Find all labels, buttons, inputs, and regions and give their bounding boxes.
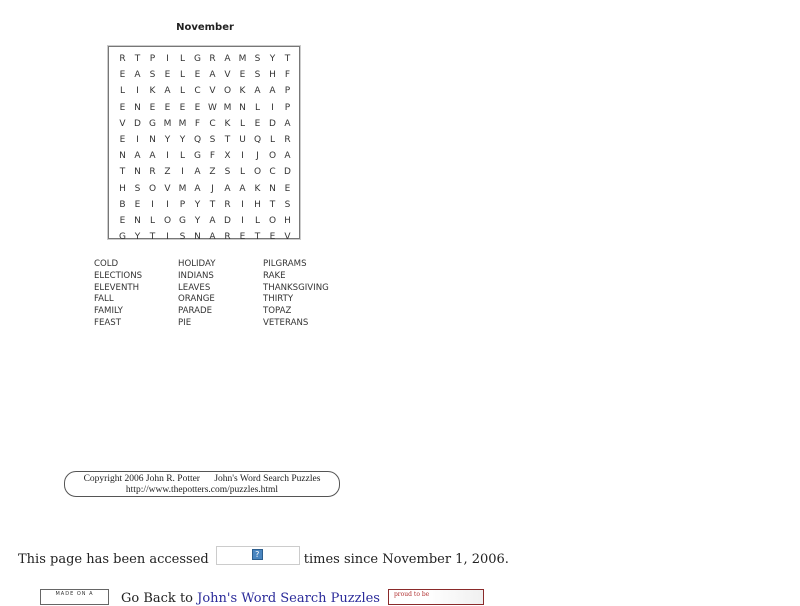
- grid-cell: M: [223, 102, 232, 113]
- grid-cell: A: [284, 118, 291, 129]
- word-list-item: HOLIDAY: [178, 259, 216, 269]
- grid-cell: X: [224, 151, 231, 162]
- grid-cell: L: [254, 102, 260, 113]
- grid-cell: R: [119, 54, 126, 65]
- grid-cell: S: [254, 70, 261, 81]
- word-list-item: FALL: [94, 294, 114, 305]
- grid-cell: E: [269, 232, 276, 243]
- grid-cell: P: [179, 199, 186, 210]
- grid-cell: Y: [269, 54, 276, 65]
- grid-cell: S: [179, 232, 186, 243]
- word-list-item: VETERANS: [263, 317, 309, 328]
- grid-cell: L: [119, 86, 125, 97]
- grid-cell: E: [164, 70, 171, 81]
- grid-row: [115, 148, 295, 164]
- grid-cell: F: [284, 70, 291, 81]
- grid-cell: Q: [253, 135, 262, 146]
- word-list-item: COLD: [94, 259, 119, 269]
- grid-row: [115, 229, 295, 245]
- grid-cell: N: [149, 135, 156, 146]
- grid-cell: I: [166, 151, 169, 162]
- grid-cell: N: [239, 102, 246, 113]
- go-back-prefix: Go Back to: [121, 591, 193, 606]
- word-list-item: PILGRAMS: [263, 259, 307, 269]
- word-list-item: ELEVENTH: [94, 282, 140, 293]
- word-list-item: INDIANS: [178, 270, 214, 281]
- go-back-line: [121, 591, 380, 606]
- grid-cell: A: [209, 70, 216, 81]
- grid-cell: T: [224, 135, 231, 146]
- word-list-item: PARADE: [178, 306, 213, 317]
- grid-cell: I: [241, 151, 244, 162]
- proud-badge-text: proud to be: [393, 591, 430, 598]
- grid-cell: C: [269, 167, 276, 178]
- puzzle-title: November: [176, 22, 234, 33]
- grid-cell: W: [208, 102, 217, 113]
- grid-cell: I: [166, 54, 169, 65]
- grid-cell: I: [151, 199, 154, 210]
- word-column: [178, 259, 263, 330]
- grid-cell: V: [164, 183, 171, 194]
- access-counter-line: [18, 550, 509, 569]
- grid-cell: T: [149, 232, 156, 243]
- grid-cell: A: [134, 70, 141, 81]
- grid-row: [115, 164, 295, 180]
- grid-cell: R: [209, 54, 216, 65]
- word-list-item: TOPAZ: [263, 306, 292, 317]
- grid-cell: L: [239, 167, 245, 178]
- grid-cell: R: [224, 232, 231, 243]
- word-search-puzzles-link[interactable]: John's Word Search Puzzles: [197, 591, 380, 606]
- grid-row: [115, 51, 295, 67]
- grid-cell: P: [149, 54, 156, 65]
- grid-cell: K: [239, 86, 246, 97]
- grid-cell: O: [268, 215, 277, 226]
- grid-cell: T: [284, 54, 291, 65]
- word-search-grid: [108, 46, 300, 243]
- grid-cell: B: [119, 199, 126, 210]
- grid-cell: J: [211, 183, 214, 194]
- grid-cell: V: [119, 118, 126, 129]
- grid-cell: A: [194, 167, 201, 178]
- grid-cell: A: [149, 151, 156, 162]
- word-list-item: LEAVES: [178, 282, 211, 293]
- grid-cell: T: [119, 167, 126, 178]
- copyright-url: http://www.thepotters.com/puzzles.html: [125, 484, 279, 495]
- proud-to-be-badge[interactable]: [388, 589, 484, 605]
- grid-cell: T: [134, 54, 141, 65]
- word-list-item: ORANGE: [178, 294, 215, 305]
- word-list: [94, 259, 329, 330]
- grid-cell: L: [179, 151, 185, 162]
- grid-cell: E: [164, 102, 171, 113]
- grid-cell: Z: [209, 167, 216, 178]
- grid-cell: I: [136, 135, 139, 146]
- grid-cell: V: [209, 86, 216, 97]
- grid-cell: S: [254, 54, 261, 65]
- grid-cell: E: [254, 118, 261, 129]
- grid-cell: Y: [194, 199, 201, 210]
- grid-cell: A: [269, 86, 276, 97]
- grid-cell: A: [254, 86, 261, 97]
- grid-cell: O: [253, 167, 262, 178]
- word-list-item: FEAST: [94, 317, 121, 328]
- grid-row: [115, 67, 295, 83]
- grid-cell: G: [194, 54, 201, 65]
- grid-cell: I: [241, 215, 244, 226]
- grid-cell: G: [179, 215, 186, 226]
- grid-cell: I: [166, 199, 169, 210]
- grid-cell: Y: [134, 232, 141, 243]
- grid-cell: E: [194, 70, 201, 81]
- grid-cell: L: [179, 86, 185, 97]
- grid-cell: N: [134, 167, 141, 178]
- grid-cell: T: [269, 199, 276, 210]
- grid-cell: Y: [179, 135, 186, 146]
- grid-cell: R: [284, 135, 291, 146]
- grid-cell: O: [223, 86, 232, 97]
- grid-cell: E: [179, 102, 186, 113]
- grid-cell: G: [194, 151, 201, 162]
- grid-cell: Q: [193, 135, 202, 146]
- grid-cell: C: [194, 86, 201, 97]
- grid-cell: M: [178, 183, 187, 194]
- grid-cell: E: [119, 215, 126, 226]
- copyright-owner: Copyright 2006 John R. Potter: [83, 474, 200, 484]
- grid-cell: V: [224, 70, 231, 81]
- grid-cell: L: [239, 118, 245, 129]
- word-list-item: THANKSGIVING: [263, 282, 329, 293]
- broken-image-icon: ?: [252, 549, 263, 560]
- grid-cell: G: [149, 118, 156, 129]
- grid-cell: J: [256, 151, 259, 162]
- grid-cell: M: [238, 54, 247, 65]
- grid-cell: M: [163, 118, 172, 129]
- grid-cell: S: [134, 183, 141, 194]
- grid-cell: V: [284, 232, 291, 243]
- grid-cell: A: [224, 183, 231, 194]
- grid-cell: O: [148, 183, 157, 194]
- grid-cell: A: [209, 215, 216, 226]
- grid-cell: E: [239, 70, 246, 81]
- grid-cell: F: [194, 118, 201, 129]
- grid-cell: H: [269, 70, 276, 81]
- grid-cell: E: [119, 102, 126, 113]
- grid-cell: E: [284, 183, 291, 194]
- grid-cell: F: [209, 151, 216, 162]
- grid-cell: S: [284, 199, 291, 210]
- grid-cell: I: [271, 102, 274, 113]
- footer-row: [40, 589, 484, 606]
- grid-cell: A: [239, 183, 246, 194]
- grid-cell: O: [268, 151, 277, 162]
- grid-row: [115, 132, 295, 148]
- grid-row: [115, 100, 295, 116]
- grid-cell: I: [241, 199, 244, 210]
- grid-cell: P: [284, 86, 291, 97]
- grid-row: [115, 116, 295, 132]
- access-prefix: This page has been accessed: [18, 552, 209, 567]
- grid-cell: L: [179, 54, 185, 65]
- grid-cell: H: [119, 183, 126, 194]
- made-on-a-mac-badge[interactable]: [40, 589, 109, 605]
- grid-cell: A: [134, 151, 141, 162]
- grid-cell: G: [119, 232, 126, 243]
- grid-cell: L: [149, 215, 155, 226]
- grid-cell: N: [269, 183, 276, 194]
- grid-cell: I: [136, 86, 139, 97]
- hit-counter: [216, 546, 300, 565]
- grid-cell: N: [119, 151, 126, 162]
- grid-cell: S: [149, 70, 156, 81]
- word-column: [263, 259, 329, 330]
- grid-cell: A: [224, 54, 231, 65]
- grid-cell: N: [134, 215, 141, 226]
- grid-cell: H: [254, 199, 261, 210]
- grid-cell: D: [224, 215, 231, 226]
- word-list-item: PIE: [178, 317, 192, 328]
- grid-cell: A: [164, 86, 171, 97]
- grid-cell: A: [194, 183, 201, 194]
- grid-cell: D: [269, 118, 276, 129]
- grid-cell: C: [209, 118, 216, 129]
- grid-cell: K: [149, 86, 156, 97]
- copyright-line1: [65, 474, 339, 485]
- grid-cell: I: [181, 167, 184, 178]
- word-list-item: FAMILY: [94, 306, 123, 317]
- grid-cell: R: [149, 167, 156, 178]
- grid-row: [115, 197, 295, 213]
- grid-row: [115, 213, 295, 229]
- grid-row: [115, 181, 295, 197]
- grid-cell: E: [119, 70, 126, 81]
- grid-cell: L: [179, 70, 185, 81]
- grid-cell: Y: [164, 135, 171, 146]
- grid-cell: Z: [164, 167, 171, 178]
- grid-cell: E: [119, 135, 126, 146]
- grid-cell: Y: [194, 215, 201, 226]
- grid-cell: P: [284, 102, 291, 113]
- grid-cell: R: [224, 199, 231, 210]
- grid-cell: T: [254, 232, 261, 243]
- word-column: [94, 259, 178, 330]
- grid-cell: E: [134, 199, 141, 210]
- grid-cell: S: [209, 135, 216, 146]
- word-list-item: THIRTY: [263, 294, 294, 305]
- grid-cell: T: [209, 199, 216, 210]
- grid-cell: N: [134, 102, 141, 113]
- grid-cell: I: [166, 232, 169, 243]
- grid-cell: E: [239, 232, 246, 243]
- word-list-item: ELECTIONS: [94, 270, 143, 281]
- mac-badge-text: MADE ON A: [55, 591, 94, 597]
- grid-cell: A: [284, 151, 291, 162]
- grid-cell: S: [224, 167, 231, 178]
- grid-cell: D: [284, 167, 291, 178]
- word-list-item: RAKE: [263, 270, 286, 281]
- grid-cell: E: [149, 102, 156, 113]
- grid-row: [115, 83, 295, 99]
- grid-cell: A: [209, 232, 216, 243]
- access-suffix: times since November 1, 2006.: [303, 552, 509, 567]
- grid-cell: N: [194, 232, 201, 243]
- grid-cell: L: [269, 135, 275, 146]
- grid-cell: H: [284, 215, 291, 226]
- copyright-box: [64, 471, 340, 497]
- grid-cell: O: [163, 215, 172, 226]
- grid-cell: D: [134, 118, 141, 129]
- grid-cell: K: [254, 183, 261, 194]
- grid-cell: U: [239, 135, 246, 146]
- grid-cell: E: [194, 102, 201, 113]
- grid-cell: K: [224, 118, 231, 129]
- grid-cell: M: [178, 118, 187, 129]
- copyright-site-name: John's Word Search Puzzles: [214, 474, 321, 484]
- grid-cell: L: [254, 215, 260, 226]
